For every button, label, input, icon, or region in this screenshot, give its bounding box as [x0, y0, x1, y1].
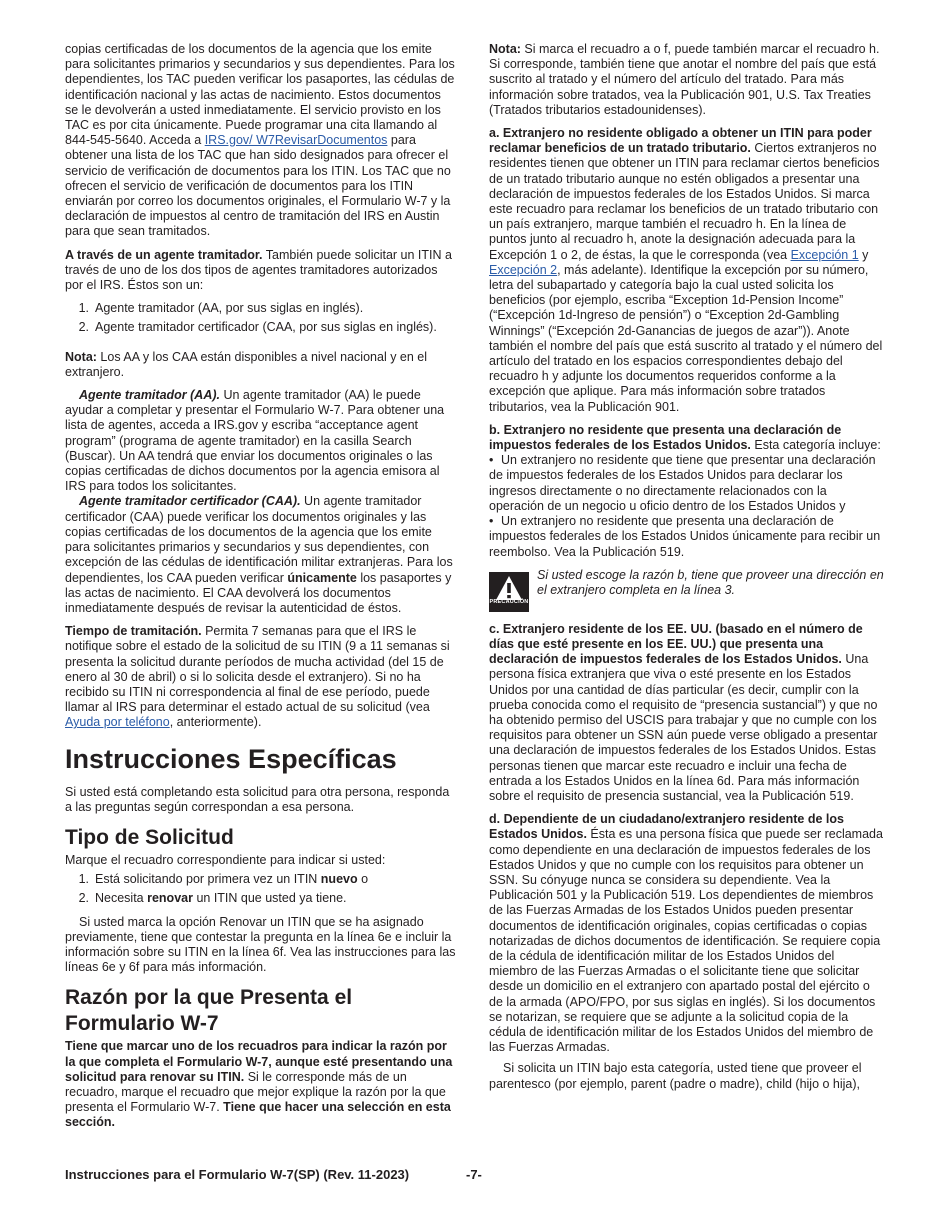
reason-paragraph: Tiene que marcar uno de los recuadros para indicar la razón por la que completa el Formulario W-7, aunque esté presentando una solicitud para renovar su ITIN. Si le corresponde más de un recuadro, marque el recuadro que mejor explique la razón por la que presenta el Formulario W-7. Tiene que hacer una selección en esta sección. — [65, 1039, 453, 1130]
list-item: • Un extranjero no residente que presenta una declaración de impuestos federales de los Estados Unidos únicamente para recibir un reembolso. Vea la Publicación 519. — [489, 514, 881, 559]
aa-paragraph: Agente tramitador (AA). Un agente tramitador (AA) le puede ayudar a completar y presentar el Formulario W-7. Para obtener una lista de agentes, acceda a IRS.gov y escriba “acceptance agent program” (programa de agente tramitador) en la casilla Search (Buscar). Un AA tendrá que enviar los documentos originales o las copias certificadas de dichos documentos por la agencia emisora al IRS para todos los solicitantes. — [65, 388, 445, 494]
reason-b-paragraph: b. Extranjero no residente que presenta una declaración de impuestos federales de los Estados Unidos. Esta categoría incluye: — [489, 422, 881, 453]
intro-paragraph: Si usted está completando esta solicitud para otra persona, responda a las preguntas según correspondan a esa persona. — [65, 784, 450, 814]
reason-heading: Razón por la que Presenta el Formulario W-7 — [65, 986, 353, 1036]
page-footer — [65, 1167, 885, 1182]
caution-note — [489, 568, 885, 612]
tac-paragraph: copias certificadas de los documentos de la agencia que los emite para solicitantes primarios y secundarios y sus dependientes. Para los dependientes, los TAC pueden verificar los pasaportes, las cédulas de identificación nacional y las actas de nacimiento. Estos documentos se le devolverán a usted inmediatamente. El servicio provisto en los TAC es por cita únicamente. Puede programar una cita llamando al 844-545-5640. Acceda a IRS.gov/ W7RevisarDocumentos para obtener una lista de los TAC que han sido designados para ofrecer el servicio de verificación de documentos para los ITIN. Los TAC que no ofrecen el servicio de verificación de documentos para los ITIN enviarán por correo los documentos originales, el Formulario W-7 y la declaración de impuestos al centro de tramitación del IRS en Austin para que sean tramitados. — [65, 42, 455, 239]
list-item: • Un extranjero no residente que tiene que presentar una declaración de impuestos federales de los Estados Unidos para declarar los ingresos directamente o no directamente relacionados con la operación de un negocio u oficio dentro de los Estados Unidos y — [489, 453, 876, 513]
page-number: -7- — [466, 1167, 482, 1182]
processing-time-paragraph: Tiempo de tramitación. Permita 7 semanas para que el IRS le notifique sobre el estado de la solicitud de su ITIN (9 a 11 semanas si presenta la solicitud durante períodos de mucha actividad (del 15 de enero al 30 de abril) o si lo solicita desde el extranjero). Si no ha recibido su ITIN ni correspondencia al final de ese período, puede llamar al IRS para determinar el estado actual de su solicitud (vea Ayuda por teléfono, anteriormente). — [65, 624, 450, 730]
right-column — [489, 42, 885, 1100]
list-item: 2. Necesita renovar un ITIN que usted ya tiene. — [78, 891, 347, 906]
footer-title: Instrucciones para el Formulario W-7(SP) (Rev. 11-2023) — [65, 1167, 410, 1182]
section-title: Instrucciones Específicas — [65, 743, 397, 774]
note-paragraph: Nota: Si marca el recuadro a o f, puede también marcar el recuadro h. Si corresponde, también tiene que anotar el nombre del país que está suscrito al tratado y el número del artículo del tratado. Para más información sobre tratados, vea la Publicación 901, U.S. Tax Treaties (Tratados tributarios estadounidenses). — [489, 42, 880, 117]
reason-d-paragraph: d. Dependiente de un ciudadano/extranjero residente de los Estados Unidos. Ésta es una persona física que puede ser reclamada como dependiente en una declaración de impuestos federales de los Estados Unidos y que no cumple con los requisitos para obtener un SSN. Su cónyuge nunca se considera su dependiente. Vea la Publicación 501 y la Publicación 519. Los dependientes de miembros de las Fuerzas Armadas de los Estados Unidos pueden presentar documentos de identificación originales, copias certificadas o copias notarizadas de dichos documentos de identificación. Se requiere copia de la cédula de identificación militar de los Estados Unidos del miembro de las Fuerzas Armadas o el solicitante tiene que solicitar desde un domicilio en el extranjero con apartado postal del ejército o de la armada (APO/FPO, por sus siglas en inglés). Si los documentos se notarizan, se requiere que se adjunte a la solicitud copia de la cédula de identificación militar de los Estados Unidos del miembro de las Fuerzas Armadas. — [489, 812, 883, 1055]
irs-w7-review-docs-link[interactable]: IRS.gov/ W7RevisarDocumentos — [204, 133, 388, 148]
exception-1-link[interactable]: Excepción 1 — [790, 247, 859, 262]
reason-c-paragraph: c. Extranjero residente de los EE. UU. (basado en el número de días que esté presente en los EE. UU.) que presenta una declaración de impuestos federales de los Estados Unidos. Una persona física extranjera que viva o esté presente en los Estados Unidos por una cantidad de días particular (es decir, cumplir con la prueba conocida como el requisito de “presencia sustancial”) y que no ha obtenido permiso del USCIS para trabajar y que no cumple con los requisitos para obtener un SSN aún puede verse obligado a presentar una declaración de impuestos federales de los Estados Unidos. Estas personas tienen que marcar este recuadro e incluir una fecha de entrada a los Estados Unidos en la línea 6d. Para más información sobre el requisito de presencia sustancial, vea la Publicación 519. — [489, 621, 878, 803]
list-item: 2. Agente tramitador certificador (CAA, por sus siglas en inglés). — [78, 320, 437, 335]
caution-icon: PRECAUCIÓN — [489, 572, 529, 612]
application-type-list — [65, 872, 456, 906]
caution-text: Si usted escoge la razón b, tiene que proveer una dirección en el extranjero completa en la línea 3. — [537, 567, 884, 597]
reason-a-paragraph: a. Extranjero no residente obligado a obtener un ITIN para poder reclamar beneficios de un tratado tributario. Ciertos extranjeros no residentes tienen que obtener un ITIN para reclamar ciertos beneficios de un tratado tributario aunque no estén obligados a presentar una declaración de impuestos federales de los Estados Unidos. Si marca este recuadro para reclamar los beneficios de un tratado tributario con un país extranjero, marque también el recuadro h. En la línea de puntos junto al recuadro h, anote la designación adecuada para la Excepción 1 o 2, de éstas, la que le corresponda (vea Excepción 1 y Excepción 2, más adelante). Identifique la excepción por su número, letra del subapartado y categoría bajo la cual usted solicita los beneficios (por ejemplo, escriba “Exception 1d-Pension Income” (“Excepción 1d-Ingreso de pensión”) o “Exception 2d-Gambling Winnings” (“Excepción 2d-Ganancias de juegos de azar”)). Anote también el nombre del país que está suscrito al tratado y el número del artículo del tratado en los espacios correspondientes debajo del recuadro h y adjunte los documentos requeridos conforme a la excepción que aplique. Para más información sobre tratados tributarios, vea la Publicación 901. — [489, 126, 883, 414]
phone-help-link[interactable]: Ayuda por teléfono — [65, 715, 170, 730]
list-item: 1. Está solicitando por primera vez un ITIN nuevo o — [78, 872, 369, 887]
agent-paragraph: A través de un agente tramitador. También puede solicitar un ITIN a través de uno de los dos tipos de agentes tramitadores autorizados por el IRS. Éstos son un: — [65, 247, 452, 293]
agent-list — [65, 301, 456, 335]
application-type-heading: Tipo de Solicitud — [65, 825, 234, 849]
exception-2-link[interactable]: Excepción 2 — [489, 262, 558, 277]
relationship-paragraph: Si solicita un ITIN bajo esta categoría, usted tiene que proveer el parentesco (por ejemplo, parent (padre o madre), child (hijo o hija), — [489, 1061, 862, 1091]
renew-paragraph: Si usted marca la opción Renovar un ITIN que se ha asignado previamente, tiene que contestar la pregunta en la línea 6e e incluir la información sobre su ITIN en la línea 6f. Vea las instrucciones para las líneas 6e y 6f para más información. — [65, 914, 456, 975]
caa-paragraph: Agente tramitador certificador (CAA). Un agente tramitador certificador (CAA) puede verificar los documentos originales y las copias certificadas de los documentos de la agencia que los emite para solicitantes primarios y secundarios y sus dependientes, con excepción de las cédulas de identificación militar extranjeras. Para los dependientes, los CAA pueden verificar únicamente los pasaportes y las actas de nacimiento. El CAA devolverá los documentos inmediatamente después de revisar la autenticidad de éstos. — [65, 494, 453, 615]
note-paragraph: Nota: Los AA y los CAA están disponibles a nivel nacional y en el extranjero. — [65, 349, 428, 379]
list-item: 1. Agente tramitador (AA, por sus siglas en inglés). — [78, 301, 364, 316]
left-column — [65, 42, 456, 1139]
application-type-text: Marque el recuadro correspondiente para indicar si usted: — [65, 852, 386, 867]
